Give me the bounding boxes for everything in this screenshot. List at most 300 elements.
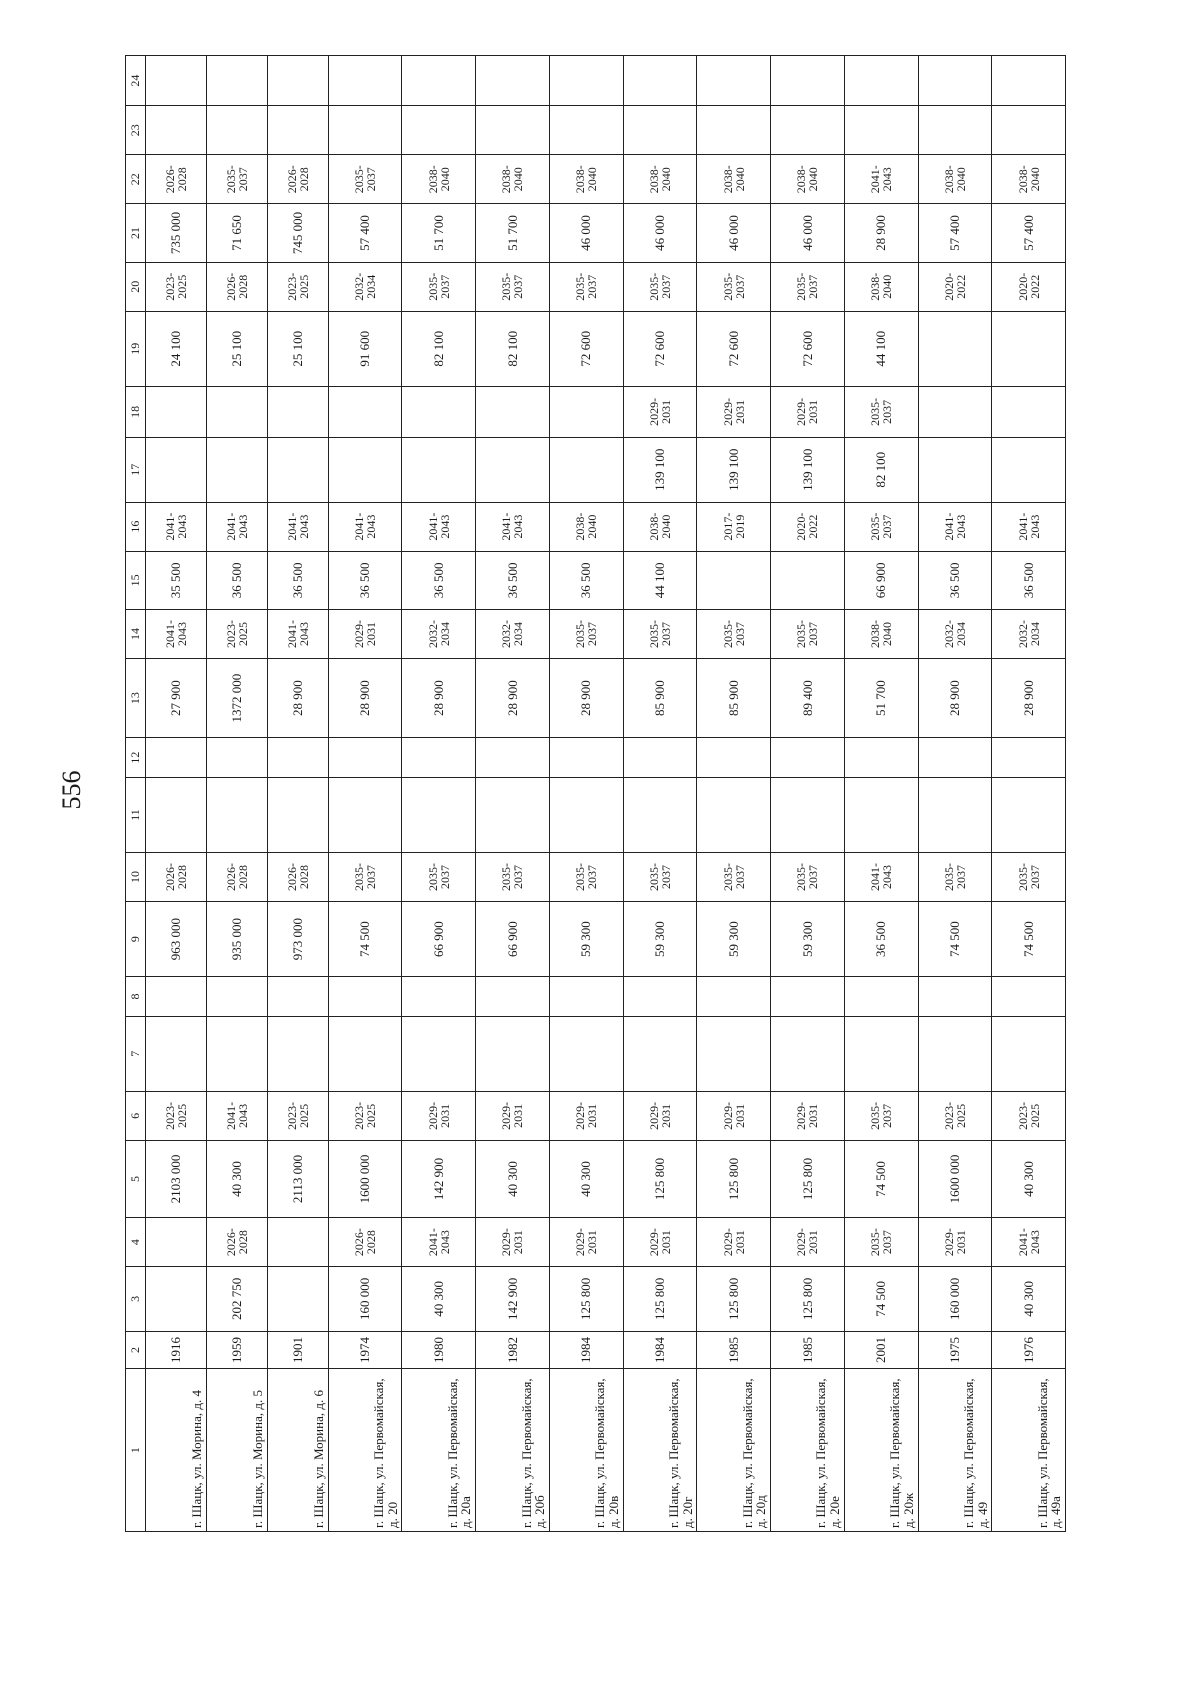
table-cell xyxy=(476,437,550,502)
table-cell: 2023- 2025 xyxy=(146,262,207,311)
table-cell: 46 000 xyxy=(623,204,697,262)
table-cell: 27 900 xyxy=(146,659,207,738)
table-cell xyxy=(697,56,771,106)
table-cell xyxy=(402,977,476,1017)
address-cell: г. Шацк, ул. Первомайская, д. 20а xyxy=(402,1369,476,1532)
column-header: 9 xyxy=(126,902,146,977)
table-cell: 71 650 xyxy=(206,204,267,262)
table-cell xyxy=(146,56,207,106)
table-body xyxy=(146,56,1066,1532)
table-cell: 1980 xyxy=(402,1331,476,1369)
table-cell xyxy=(697,106,771,155)
table-cell: 2026- 2028 xyxy=(267,853,328,902)
table-cell: 2029- 2031 xyxy=(328,610,402,659)
table-cell: 1984 xyxy=(549,1331,623,1369)
table-cell: 142 900 xyxy=(476,1267,550,1332)
page-number: 556 xyxy=(57,770,86,810)
table-cell: 2029- 2031 xyxy=(918,1218,992,1267)
table-cell: 2029- 2031 xyxy=(771,386,845,437)
table-cell: 28 900 xyxy=(992,659,1066,738)
table-cell: 735 000 xyxy=(146,204,207,262)
table-cell: 125 800 xyxy=(623,1267,697,1332)
table-cell xyxy=(146,1218,207,1267)
table-cell xyxy=(402,1016,476,1091)
table-cell: 2035- 2037 xyxy=(918,853,992,902)
table-cell: 139 100 xyxy=(771,437,845,502)
table-cell: 36 500 xyxy=(844,902,918,977)
address-cell: г. Шацк, ул. Первомайская, д. 20б xyxy=(476,1369,550,1532)
table-cell xyxy=(146,977,207,1017)
table-cell: 2041- 2043 xyxy=(328,502,402,551)
address-cell: г. Шацк, ул. Морина, д. 4 xyxy=(146,1369,207,1532)
table-cell: 973 000 xyxy=(267,902,328,977)
table-cell xyxy=(476,56,550,106)
table-cell: 25 100 xyxy=(206,311,267,386)
table-cell xyxy=(697,977,771,1017)
table-cell xyxy=(328,106,402,155)
table-cell: 2041- 2043 xyxy=(992,502,1066,551)
column-header: 18 xyxy=(126,386,146,437)
table-cell xyxy=(328,1016,402,1091)
table-cell xyxy=(771,1016,845,1091)
table-cell: 91 600 xyxy=(328,311,402,386)
table-cell xyxy=(146,437,207,502)
table-cell: 36 500 xyxy=(992,551,1066,609)
table-cell xyxy=(402,738,476,778)
table-cell: 2041- 2043 xyxy=(267,502,328,551)
table-cell: 40 300 xyxy=(402,1267,476,1332)
table-cell: 74 500 xyxy=(844,1140,918,1217)
table-cell: 2038- 2040 xyxy=(623,502,697,551)
table-cell: 2029- 2031 xyxy=(697,386,771,437)
table-cell: 745 000 xyxy=(267,204,328,262)
table-cell: 36 500 xyxy=(206,551,267,609)
table-cell: 2038- 2040 xyxy=(844,610,918,659)
table-cell: 2029- 2031 xyxy=(623,1091,697,1140)
table-cell xyxy=(549,738,623,778)
column-header: 19 xyxy=(126,311,146,386)
table-cell: 160 000 xyxy=(918,1267,992,1332)
table-row xyxy=(623,56,697,1532)
table-cell: 2103 000 xyxy=(146,1140,207,1217)
table-cell: 2032- 2034 xyxy=(402,610,476,659)
column-header: 15 xyxy=(126,551,146,609)
address-cell: г. Шацк, ул. Первомайская, д. 20г xyxy=(623,1369,697,1532)
address-cell: г. Шацк, ул. Первомайская, д. 20ж xyxy=(844,1369,918,1532)
table-cell: 2035- 2037 xyxy=(549,262,623,311)
column-header: 20 xyxy=(126,262,146,311)
table-cell: 85 900 xyxy=(623,659,697,738)
table-cell: 2035- 2037 xyxy=(771,610,845,659)
table-cell: 2038- 2040 xyxy=(771,155,845,204)
table-cell xyxy=(206,56,267,106)
table-row xyxy=(992,56,1066,1532)
table-cell: 2035- 2037 xyxy=(549,610,623,659)
column-header: 7 xyxy=(126,1016,146,1091)
table-cell: 2023- 2025 xyxy=(992,1091,1066,1140)
table-cell: 46 000 xyxy=(549,204,623,262)
column-header: 2 xyxy=(126,1331,146,1369)
table-cell xyxy=(267,106,328,155)
table-cell: 28 900 xyxy=(844,204,918,262)
table-cell xyxy=(918,106,992,155)
column-header: 3 xyxy=(126,1267,146,1332)
table-cell xyxy=(267,386,328,437)
address-cell: г. Шацк, ул. Первомайская, д. 49 xyxy=(918,1369,992,1532)
table-cell xyxy=(844,106,918,155)
table-cell: 40 300 xyxy=(476,1140,550,1217)
table-cell: 2029- 2031 xyxy=(771,1218,845,1267)
table-cell: 125 800 xyxy=(697,1267,771,1332)
table-cell: 46 000 xyxy=(697,204,771,262)
table-cell: 2035- 2037 xyxy=(549,853,623,902)
table-cell: 2035- 2037 xyxy=(206,155,267,204)
address-cell: г. Шацк, ул. Морина, д. 5 xyxy=(206,1369,267,1532)
table-cell: 66 900 xyxy=(402,902,476,977)
table-cell xyxy=(992,311,1066,386)
table-cell xyxy=(549,1016,623,1091)
table-cell xyxy=(844,777,918,852)
table-cell: 40 300 xyxy=(549,1140,623,1217)
table-row xyxy=(844,56,918,1532)
table-cell: 74 500 xyxy=(992,902,1066,977)
table-cell xyxy=(267,777,328,852)
table-cell xyxy=(267,977,328,1017)
table-cell: 2023- 2025 xyxy=(267,1091,328,1140)
table-cell xyxy=(328,977,402,1017)
table-cell: 125 800 xyxy=(771,1267,845,1332)
column-header: 12 xyxy=(126,738,146,778)
table-cell: 139 100 xyxy=(697,437,771,502)
table-cell xyxy=(771,977,845,1017)
table-cell xyxy=(623,106,697,155)
table-cell xyxy=(697,551,771,609)
table-cell: 1974 xyxy=(328,1331,402,1369)
table-cell: 2023- 2025 xyxy=(146,1091,207,1140)
table-cell: 2029- 2031 xyxy=(549,1091,623,1140)
table-cell xyxy=(992,1016,1066,1091)
table-cell: 36 500 xyxy=(918,551,992,609)
table-cell: 2041- 2043 xyxy=(402,1218,476,1267)
table-cell: 2041- 2043 xyxy=(206,1091,267,1140)
table-cell: 59 300 xyxy=(549,902,623,977)
table-cell: 125 800 xyxy=(697,1140,771,1217)
table-row xyxy=(918,56,992,1532)
table-cell: 2020- 2022 xyxy=(771,502,845,551)
table-cell: 44 100 xyxy=(623,551,697,609)
table-cell xyxy=(267,56,328,106)
rotated-table-container xyxy=(125,55,1066,1532)
table-cell: 89 400 xyxy=(771,659,845,738)
table-cell: 2038- 2040 xyxy=(549,155,623,204)
table-cell: 66 900 xyxy=(476,902,550,977)
table-row xyxy=(146,56,207,1532)
table-cell: 82 100 xyxy=(844,437,918,502)
table-cell xyxy=(206,386,267,437)
column-header: 16 xyxy=(126,502,146,551)
table-cell: 72 600 xyxy=(697,311,771,386)
table-cell: 125 800 xyxy=(771,1140,845,1217)
table-cell xyxy=(146,1016,207,1091)
address-cell: г. Шацк, ул. Первомайская, д. 20 xyxy=(328,1369,402,1532)
table-cell: 2041- 2043 xyxy=(992,1218,1066,1267)
table-cell xyxy=(992,56,1066,106)
table-row xyxy=(697,56,771,1532)
table-cell: 2017- 2019 xyxy=(697,502,771,551)
table-cell xyxy=(328,56,402,106)
table-cell xyxy=(844,977,918,1017)
table-cell: 2041- 2043 xyxy=(146,610,207,659)
table-cell: 85 900 xyxy=(697,659,771,738)
table-cell: 2035- 2037 xyxy=(402,262,476,311)
table-cell: 2035- 2037 xyxy=(623,610,697,659)
table-cell xyxy=(206,1016,267,1091)
table-cell: 963 000 xyxy=(146,902,207,977)
column-header: 11 xyxy=(126,777,146,852)
table-cell: 2035- 2037 xyxy=(328,155,402,204)
address-cell: г. Шацк, ул. Первомайская, д. 49а xyxy=(992,1369,1066,1532)
table-cell: 59 300 xyxy=(623,902,697,977)
table-cell: 2026- 2028 xyxy=(206,1218,267,1267)
table-cell xyxy=(328,437,402,502)
table-cell: 1600 000 xyxy=(328,1140,402,1217)
table-cell: 1985 xyxy=(771,1331,845,1369)
table-cell: 2113 000 xyxy=(267,1140,328,1217)
table-cell: 1985 xyxy=(697,1331,771,1369)
table-cell xyxy=(267,1218,328,1267)
table-cell: 1984 xyxy=(623,1331,697,1369)
table-cell xyxy=(328,738,402,778)
table-cell: 1976 xyxy=(992,1331,1066,1369)
table-cell xyxy=(771,738,845,778)
table-cell xyxy=(146,738,207,778)
table-cell: 2035- 2037 xyxy=(328,853,402,902)
table-cell: 2032- 2034 xyxy=(992,610,1066,659)
table-cell xyxy=(402,437,476,502)
table-cell: 2032- 2034 xyxy=(328,262,402,311)
table-cell: 160 000 xyxy=(328,1267,402,1332)
table-cell xyxy=(918,1016,992,1091)
table-cell xyxy=(623,777,697,852)
table-cell xyxy=(476,386,550,437)
table-cell xyxy=(476,977,550,1017)
table-cell xyxy=(918,311,992,386)
table-cell: 2035- 2037 xyxy=(771,262,845,311)
table-row xyxy=(771,56,845,1532)
table-cell xyxy=(146,777,207,852)
table-cell xyxy=(697,777,771,852)
table-cell: 2023- 2025 xyxy=(206,610,267,659)
table-cell xyxy=(328,777,402,852)
table-cell xyxy=(267,738,328,778)
table-cell: 2038- 2040 xyxy=(992,155,1066,204)
table-cell: 66 900 xyxy=(844,551,918,609)
table-cell xyxy=(771,56,845,106)
table-cell xyxy=(549,777,623,852)
table-cell: 202 750 xyxy=(206,1267,267,1332)
table-cell: 2041- 2043 xyxy=(844,853,918,902)
column-header: 13 xyxy=(126,659,146,738)
table-cell: 2001 xyxy=(844,1331,918,1369)
table-cell: 2035- 2037 xyxy=(992,853,1066,902)
table-cell xyxy=(992,106,1066,155)
table-cell: 2023- 2025 xyxy=(918,1091,992,1140)
table-cell: 2035- 2037 xyxy=(402,853,476,902)
table-cell xyxy=(476,777,550,852)
table-cell: 74 500 xyxy=(844,1267,918,1332)
table-cell: 2020- 2022 xyxy=(992,262,1066,311)
table-cell: 2035- 2037 xyxy=(476,262,550,311)
table-cell: 36 500 xyxy=(267,551,328,609)
table-cell xyxy=(549,977,623,1017)
table-cell xyxy=(623,1016,697,1091)
table-cell: 59 300 xyxy=(697,902,771,977)
table-cell: 28 900 xyxy=(267,659,328,738)
table-cell: 125 800 xyxy=(549,1267,623,1332)
table-cell: 2038- 2040 xyxy=(623,155,697,204)
table-cell: 2035- 2037 xyxy=(771,853,845,902)
table-cell: 2029- 2031 xyxy=(476,1091,550,1140)
table-cell xyxy=(476,1016,550,1091)
column-header: 22 xyxy=(126,155,146,204)
table-cell: 2038- 2040 xyxy=(549,502,623,551)
table-cell: 2026- 2028 xyxy=(206,262,267,311)
table-cell xyxy=(549,106,623,155)
column-header: 8 xyxy=(126,977,146,1017)
table-cell: 2041- 2043 xyxy=(267,610,328,659)
table-cell: 57 400 xyxy=(918,204,992,262)
table-row xyxy=(402,56,476,1532)
table-cell xyxy=(992,777,1066,852)
table-row xyxy=(267,56,328,1532)
table-cell: 40 300 xyxy=(992,1267,1066,1332)
column-header: 5 xyxy=(126,1140,146,1217)
table-cell: 35 500 xyxy=(146,551,207,609)
column-header: 24 xyxy=(126,56,146,106)
table-cell: 142 900 xyxy=(402,1140,476,1217)
header-row xyxy=(126,56,146,1532)
table-cell: 2020- 2022 xyxy=(918,262,992,311)
table-cell: 51 700 xyxy=(844,659,918,738)
table-cell xyxy=(623,977,697,1017)
table-cell: 2029- 2031 xyxy=(623,1218,697,1267)
table-cell: 57 400 xyxy=(992,204,1066,262)
table-cell: 1600 000 xyxy=(918,1140,992,1217)
table-cell xyxy=(146,386,207,437)
table-cell xyxy=(918,977,992,1017)
table-cell xyxy=(549,386,623,437)
table-cell: 2023- 2025 xyxy=(267,262,328,311)
table-cell: 2035- 2037 xyxy=(623,853,697,902)
table-cell: 2026- 2028 xyxy=(206,853,267,902)
table-cell: 2038- 2040 xyxy=(844,262,918,311)
table-cell xyxy=(992,386,1066,437)
table-cell: 2029- 2031 xyxy=(697,1218,771,1267)
table-cell xyxy=(206,106,267,155)
table-cell: 2026- 2028 xyxy=(146,853,207,902)
table-cell xyxy=(402,777,476,852)
table-cell xyxy=(918,386,992,437)
column-header: 6 xyxy=(126,1091,146,1140)
table-cell: 2026- 2028 xyxy=(146,155,207,204)
table-cell: 2035- 2037 xyxy=(697,853,771,902)
table-cell: 2035- 2037 xyxy=(697,610,771,659)
table-cell: 2026- 2028 xyxy=(328,1218,402,1267)
table-cell: 28 900 xyxy=(402,659,476,738)
table-cell: 72 600 xyxy=(549,311,623,386)
table-cell: 57 400 xyxy=(328,204,402,262)
table-cell: 28 900 xyxy=(328,659,402,738)
table-cell: 2041- 2043 xyxy=(146,502,207,551)
table-cell xyxy=(697,738,771,778)
column-header: 1 xyxy=(126,1369,146,1532)
table-cell xyxy=(146,1267,207,1332)
address-cell: г. Шацк, ул. Морина, д. 6 xyxy=(267,1369,328,1532)
column-header: 23 xyxy=(126,106,146,155)
table-cell: 2041- 2043 xyxy=(844,155,918,204)
table-cell xyxy=(697,1016,771,1091)
table-cell: 2029- 2031 xyxy=(549,1218,623,1267)
table-wrapper xyxy=(125,55,1066,1532)
table-cell: 40 300 xyxy=(992,1140,1066,1217)
column-header: 21 xyxy=(126,204,146,262)
table-cell: 51 700 xyxy=(476,204,550,262)
table-cell: 2035- 2037 xyxy=(844,502,918,551)
table-cell: 72 600 xyxy=(771,311,845,386)
table-cell: 25 100 xyxy=(267,311,328,386)
table-cell: 72 600 xyxy=(623,311,697,386)
table-cell: 2035- 2037 xyxy=(623,262,697,311)
table-cell: 2029- 2031 xyxy=(771,1091,845,1140)
address-cell: г. Шацк, ул. Первомайская, д. 20е xyxy=(771,1369,845,1532)
table-cell: 2038- 2040 xyxy=(476,155,550,204)
column-header: 14 xyxy=(126,610,146,659)
table-cell: 36 500 xyxy=(549,551,623,609)
table-cell: 82 100 xyxy=(476,311,550,386)
table-cell: 2029- 2031 xyxy=(697,1091,771,1140)
table-cell xyxy=(402,386,476,437)
table-cell: 2041- 2043 xyxy=(918,502,992,551)
table-cell: 2029- 2031 xyxy=(476,1218,550,1267)
table-cell xyxy=(267,437,328,502)
table-cell: 28 900 xyxy=(476,659,550,738)
data-table xyxy=(125,55,1066,1532)
table-cell xyxy=(328,386,402,437)
table-cell: 2032- 2034 xyxy=(476,610,550,659)
table-cell xyxy=(844,1016,918,1091)
table-cell: 2035- 2037 xyxy=(476,853,550,902)
table-cell: 2029- 2031 xyxy=(402,1091,476,1140)
table-cell: 2035- 2037 xyxy=(697,262,771,311)
table-cell: 2026- 2028 xyxy=(267,155,328,204)
table-cell xyxy=(918,777,992,852)
table-cell: 2041- 2043 xyxy=(402,502,476,551)
table-cell: 40 300 xyxy=(206,1140,267,1217)
column-header: 4 xyxy=(126,1218,146,1267)
table-cell: 1916 xyxy=(146,1331,207,1369)
table-cell xyxy=(992,738,1066,778)
table-cell: 82 100 xyxy=(402,311,476,386)
table-cell: 2035- 2037 xyxy=(844,386,918,437)
table-cell: 2032- 2034 xyxy=(918,610,992,659)
table-cell xyxy=(771,106,845,155)
table-cell: 1975 xyxy=(918,1331,992,1369)
table-cell: 59 300 xyxy=(771,902,845,977)
table-cell xyxy=(844,738,918,778)
table-cell: 36 500 xyxy=(476,551,550,609)
table-cell: 2041- 2043 xyxy=(206,502,267,551)
table-cell: 1959 xyxy=(206,1331,267,1369)
